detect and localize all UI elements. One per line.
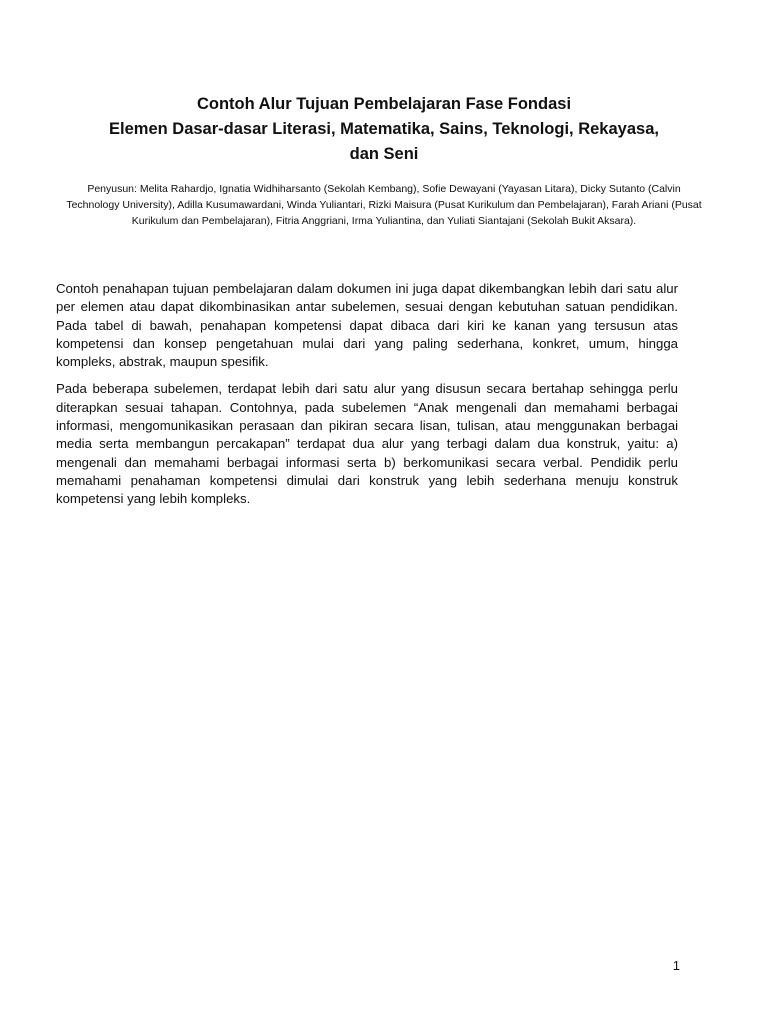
page-number: 1 [672,958,680,973]
title-line: Elemen Dasar-dasar Literasi, Matematika, Sains, Teknologi, Rekayasa, [109,120,659,138]
authors-list: Penyusun: Melita Rahardjo, Ignatia Widhiharsanto (Sekolah Kembang), Sofie Dewayani (Yayasan Litara), Dicky Sutanto (Calvin Technology University), Adilla Kusumawardani, Winda Yuliantari, Rizki Maisura (Pusat Kurikulum dan Pembelajaran), Farah Ariani (Pusat Kurikulum dan Pembelajaran), Fitria Anggriani, Irma Yuliantina, dan Yuliati Siantajani (Sekolah Bukit Aksara). [66,183,702,227]
document-title [56,92,712,167]
body-text [56,280,678,518]
paragraph: Contoh penahapan tujuan pembelajaran dalam dokumen ini juga dapat dikembangkan lebih dari satu alur per elemen atau dapat dikombinasikan antar subelemen, sesuai dengan kebutuhan satuan pendidikan. Pada tabel di bawah, penahapan kompetensi dapat dibaca dari kiri ke kanan yang tersusun atas kompetensi dan konsep pengetahuan mulai dari yang paling sederhana, konkret, umum, hingga kompleks, abstrak, maupun spesifik. [56,281,678,370]
paragraph: Pada beberapa subelemen, terdapat lebih dari satu alur yang disusun secara bertahap sehingga perlu diterapkan sesuai tahapan. Contohnya, pada subelemen “Anak mengenali dan memahami berbagai informasi, mengomunikasikan perasaan dan pikiran secara lisan, tulisan, atau menggunakan berbagai media serta membangun percakapan” terdapat dua alur yang terbagi dalam dua konstruk, yaitu: a) mengenali dan memahami berbagai informasi serta b) berkomunikasi secara verbal. Pendidik perlu memahami penahaman kompetensi dimulai dari konstruk yang lebih sederhana menuju konstruk kompetensi yang lebih kompleks. [56,381,678,507]
title-line: dan Seni [349,145,419,163]
title-line: Contoh Alur Tujuan Pembelajaran Fase Fondasi [196,95,572,113]
